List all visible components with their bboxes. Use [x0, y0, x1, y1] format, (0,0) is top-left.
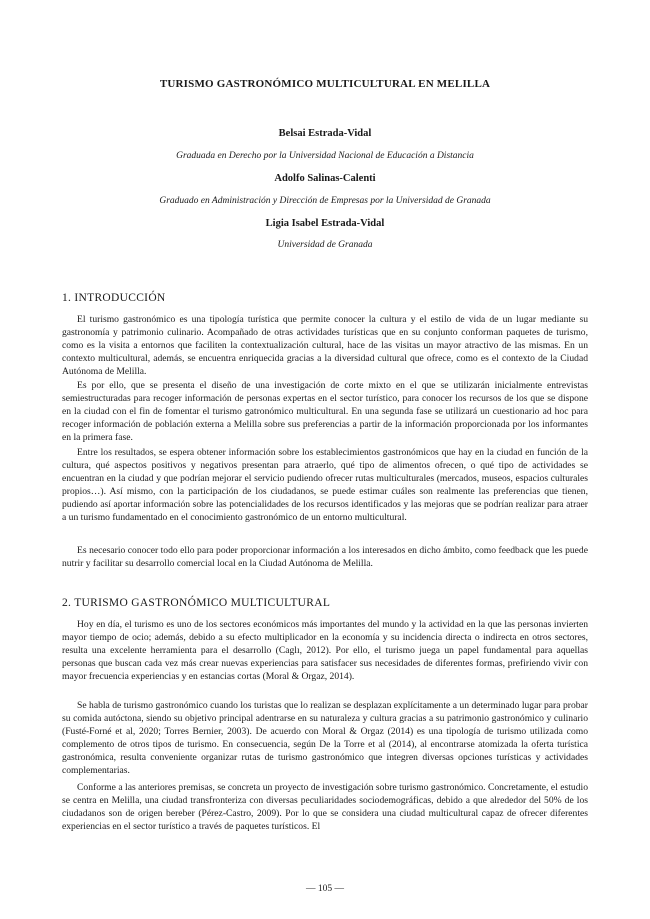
body-paragraph: Es por ello, que se presenta el diseño de una investigación de corte mixto en el que se utilizarán inicialmente entrevistas semiestructuradas para recoger información de personas expertas en el sector turístico, para conocer los recursos de los que se dispone en la ciudad con el fin de fomentar el turismo gatronómico multicultural. En una segunda fase se utilizará un cuestionario ad hoc para recoger información de población externa a Melilla sobre sus preferencias a partir de la información proporcionada por los informantes en la primera fase.	[62, 380, 588, 443]
body-paragraph: Se habla de turismo gastronómico cuando los turistas que lo realizan se desplazan explícitamente a un determinado lugar para probar su comida autóctona, siendo su objetivo principal adentrarse en su naturaleza y cultura gracias a su patrimonio gastronómico y culinario (Fusté-Forné et al, 2020; Torres Bernier, 2003). De acuerdo con Moral & Orgaz (2014) es una tipología de turismo utilizada como complemento de otros tipos de turismo. En consecuencia, según De la Torre et al (2014), al encontrarse atomizada la oferta turística gastronómica, resulta conveniente organizar rutas de turismo gastronómico que integren diversas opciones turísticas y actividades complementarias.	[62, 700, 588, 776]
body-paragraph: Hoy en día, el turismo es uno de los sectores económicos más importantes del mundo y la actividad en la que las personas invierten mayor tiempo de ocio; además, debido a su efecto multiplicador en la economía y su incidencia directa o indirecta en otros sectores, resulta una excelente herramienta para el desarrollo (Caglı, 2012). Por ello, el turismo juega un papel fundamental para aquellas personas que buscan cada vez más crear nuevas experiencias para satisfacer sus necesidades de diferentes formas, prefiriendo vivir con mayor frecuencia experiencias y en estancias cortas (Moral & Orgaz, 2014).	[62, 619, 588, 682]
author-affiliation: Graduada en Derecho por la Universidad Nacional de Educación a Distancia	[176, 151, 474, 161]
author-name: Ligia Isabel Estrada-Vidal	[265, 218, 385, 229]
author-affiliation: Graduado en Administración y Dirección de Empresas por la Universidad de Granada	[159, 196, 491, 206]
page-number: — 105 —	[306, 884, 344, 894]
author-name: Belsai Estrada-Vidal	[278, 128, 372, 139]
body-paragraph: El turismo gastronómico es una tipología turística que permite conocer la cultura y el estilo de vida de un lugar mediante su gastronomía y patrimonio culinario. Acompañado de otras actividades turísticas que en su conjunto conforman paquetes de turismo, como es la visita a entornos que faciliten la contextualización cultural, hace de las visitas un mayor atractivo de las mismas. En un contexto multicultural, además, se encuentra enriquecida gracias a la diversidad cultural que ofrece, como es el contexto de la Ciudad Autónoma de Melilla.	[62, 314, 588, 377]
author-name: Adolfo Salinas-Calenti	[274, 173, 376, 184]
body-paragraph: Entre los resultados, se espera obtener información sobre los establecimientos gastronómicos que hay en la ciudad en función de la cultura, qué aspectos positivos y negativos presentan para atraerlo, qué tipo de alimentos ofrecen, o qué tipo de actividades se encuentran en la ciudad y que podrían mejorar el servicio pudiendo ofrecer rutas multiculturales (mercados, museos, espacios culturales propios…). Así mismo, con la participación de los ciudadanos, se puede estimar cuáles son realmente las preferencias que tienen, pudiendo así aportar información sobre las potencialidades de los recursos identificados y las mejoras que se podrían realizar para atraer a un turismo fundamentado en el conocimiento gastronómico de un entorno multicultural.	[62, 447, 588, 523]
paper-title: TURISMO GASTRONÓMICO MULTICULTURAL EN MELILLA	[159, 78, 491, 90]
body-paragraph: Es necesario conocer todo ello para poder proporcionar información a los interesados en dicho ámbito, como feedback que les puede nutrir y facilitar su desarrollo comercial local en la Ciudad Autónoma de Melilla.	[62, 545, 588, 569]
body-paragraph: Conforme a las anteriores premisas, se concreta un proyecto de investigación sobre turismo gastronómico. Concretamente, el estudio se centra en Melilla, una ciudad transfronteriza con diversas peculiaridades sociodemográficas, debido a que alrededor del 50% de los ciudadanos son de origen bereber (Pérez-Castro, 2009). Por lo que se considera una ciudad multicultural capaz de ofrecer diferentes experiencias en el sector turístico a través de paquetes turísticos. El	[62, 782, 588, 832]
section-heading: 2. TURISMO GASTRONÓMICO MULTICULTURAL	[62, 597, 331, 609]
section-heading: 1. INTRODUCCIÓN	[62, 292, 166, 304]
author-affiliation: Universidad de Granada	[277, 240, 373, 250]
